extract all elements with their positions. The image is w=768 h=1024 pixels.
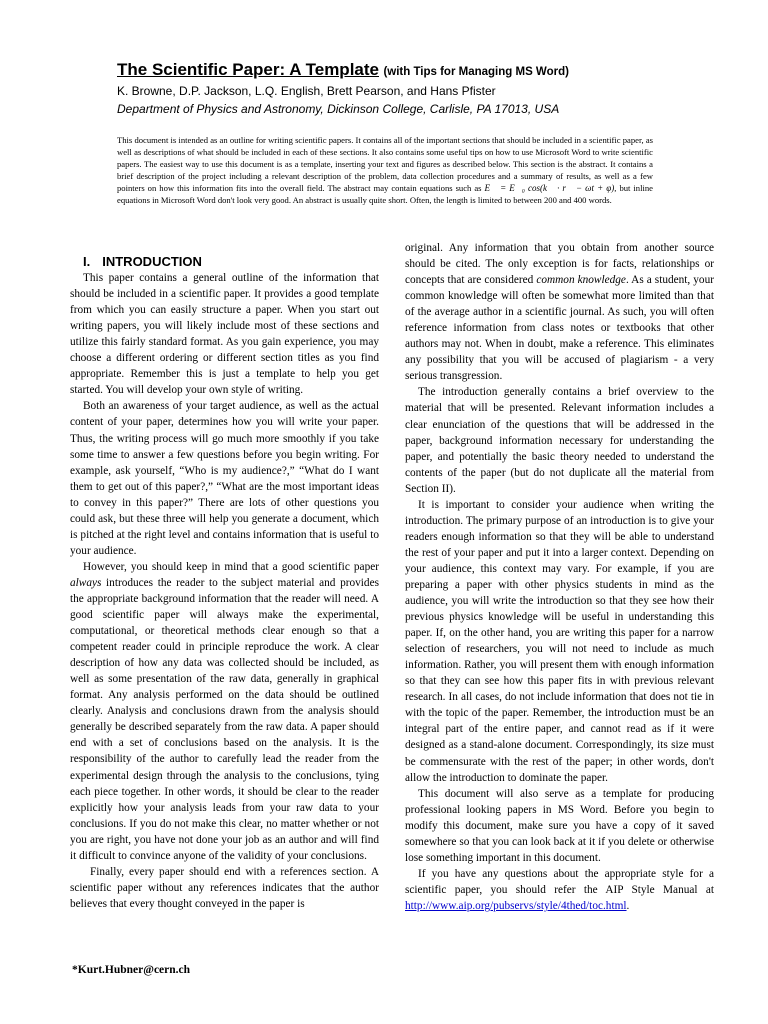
left-column [70,254,379,912]
abstract-equation: E⃗ = E⃗₀ cos(k⃗ · r⃗ − ωt + φ) [484,183,615,193]
section-number: I. [83,254,91,269]
paragraph-text: . As a student, your common knowledge will often be somewhat more limited than that of the average author in a scientific journal. As such, you will often reference information from class notes or textbooks that other authors may not. When in doubt, make a reference. This eliminates any possibility that you will be accused of plagiarism - a very serious transgression. [405,274,714,383]
paragraph: This paper contains a general outline of the information that should be included in a scientific paper. It provides a good template from which you can easily structure a paper. When you start out writing papers, you will likely include most of these sections and utilize this fairly standard format. As you gain experience, you may choose a different ordering or different section titles as you find appropriate. Remember this is just a template to help you get started. You will develop your own style of writing. [70,272,379,397]
paragraph-text: introduces the reader to the subject material and provides the appropriate background information that the reader will need. A good scientific paper will always make the experimental, computational, or theoretical methods clear enough so that a competent reader could in principle reproduce the work. A clear description of how any data was collected should be included, as well as some presentation of the raw data, generally in graphical format. Any analysis performed on the data should be outlined clearly. Analysis and conclusions drawn from the analysis should generally be described separately from the raw data. A paper should end with a set of conclusions based on the analysis. It is the responsibility of the author to carefully lead the reader from the experimental design through the analysis to the conclusions, tying each piece together. In other words, it should be clear to the reader explicitly how your analysis leads from your raw data to your conclusions. If you do not make this clear, no matter whether or not you are right, you have not done your job as an author and will find it difficult to convince anyone of the validity of your conclusions. [70,576,379,862]
paragraph-text: . [626,899,630,912]
paragraph: Both an awareness of your target audience, as well as the actual content of your paper, determines how you will write your paper. Thus, the writing process will go much more smoothly if you take some time to answer a few questions before you begin writing. For example, ask yourself, “Who is my audience?,” “What do I want them to get out of this paper?,” “What are the most important ideas to convey in this paper?” There are lots of other questions you could ask, but these three will help you generate a document, which is pitched at the right level and contains information that is useful to your audience. [70,400,379,557]
paper-subtitle: (with Tips for Managing MS Word) [383,66,569,78]
paper-title-block [117,60,757,80]
footnote-email: *Kurt.Hubner@cern.ch [72,964,191,976]
paragraph [405,240,714,384]
abstract [117,134,653,206]
paragraph [405,866,714,914]
paragraph: The introduction generally contains a brief overview to the material that will be presented. Relevant information includes a clear enunciation of the questions that will be addressed in the paper, background information necessary for understanding the paper, and potentially the basic theory needed to understand the contents of the paper (but do not duplicate all the material from Section II). [405,386,714,495]
section-title: INTRODUCTION [102,254,202,269]
paragraph: Finally, every paper should end with a references section. A scientific paper without any references indicates that the author believes that every thought conveyed in the paper is [70,865,379,910]
emphasis: always [70,576,102,589]
paragraph-text: original. Any information that you obtain from another source should be cited. The only exception is for facts, relationships or concepts that are considered [405,242,714,287]
emphasis: common knowledge [536,274,626,287]
paragraph-text: If you have any questions about the appropriate style for a scientific paper, you should refer the AIP Style Manual at [405,867,714,896]
paragraph [70,559,379,864]
abstract-text-tail: , but inline equations in Microsoft Word don't look very good. An abstract is usually quite short. Often, the length is limited to between 200 and 400 words. [117,183,653,205]
author-list: K. Browne, D.P. Jackson, L.Q. English, Brett Pearson, and Hans Pfister [117,84,496,98]
abstract-text: This document is intended as an outline for writing scientific papers. It contains all of the important sections that should be included in a scientific paper, as well as descriptions of what should be included in each of these sections. It also contains some useful tips on how to use Microsoft Word to write scientific papers. The easiest way to use this document is as a template, inserting your text and figures as described below. This section is the abstract. It contains a brief description of the project including a relevant description of the problem, data collection procedures and a summary of results, as well as a few pointers on how this information fits into the overall field. The abstract may contain equations such as [117,135,653,193]
paragraph-text: However, you should keep in mind that a good scientific paper [83,560,379,573]
right-column [405,240,714,914]
paper-title: The Scientific Paper: A Template [117,60,379,79]
affiliation: Department of Physics and Astronomy, Dickinson College, Carlisle, PA 17013, USA [117,102,560,116]
paragraph: This document will also serve as a template for producing professional looking papers in MS Word. Before you begin to modify this document, make sure you have a copy of it saved somewhere so that you can look back at it if you delete or otherwise lose something important in this document. [405,787,714,864]
aip-style-manual-link[interactable]: http://www.aip.org/pubservs/style/4thed/toc.html [405,899,627,912]
section-heading [70,254,379,270]
paragraph: It is important to consider your audience when writing the introduction. The primary purpose of an introduction is to give your readers enough information so that they will be able to understand the rest of your paper and put it into a larger context. Depending on your audience, this context may vary. For example, if you are preparing a paper with other physics students in mind as the audience, you will write the introduction so that they see how their previous physics knowledge will be useful in understanding this paper. If, on the other hand, you are writing this paper for a narrow selection of researchers, you will not need to include as much information. Rather, you will present them with enough information so that they can see how this paper fits in with previous relevant research. In all cases, do not include information that does not tie in with the topic of the paper. Remember, the introduction must be an integral part of the entire paper, and cannot read as if it were designed as a stand-alone document. Correspondingly, its size must be commensurate with the rest of the paper; in other words, don't allow the introduction to dominate the paper. [405,498,714,784]
